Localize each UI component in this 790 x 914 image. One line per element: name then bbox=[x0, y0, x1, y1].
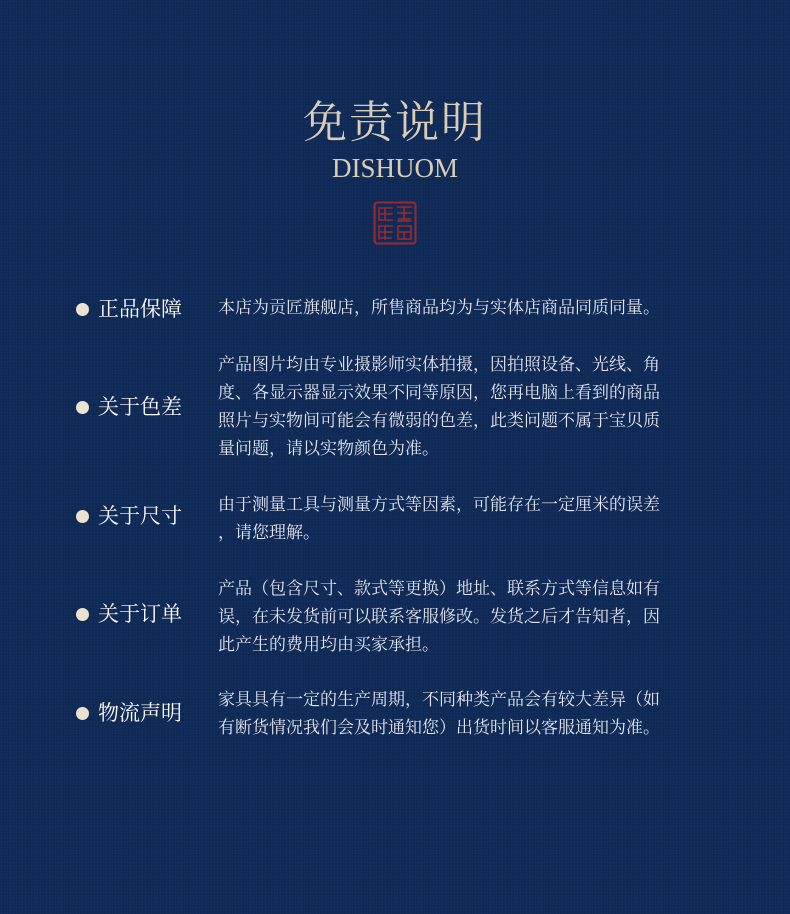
item-label bbox=[76, 294, 206, 324]
bullet-dot-icon bbox=[76, 401, 89, 414]
item-title: 正品保障 bbox=[98, 297, 182, 321]
item-description: 本店为贡匠旗舰店，所售商品均为与实体店商品同质同量。 bbox=[218, 298, 660, 318]
item-label bbox=[76, 501, 206, 531]
item-label bbox=[76, 392, 206, 422]
page-title: 免责说明 bbox=[303, 97, 487, 148]
item-title: 关于色差 bbox=[98, 395, 182, 419]
item-description: 产品图片均由专业摄影师实体拍摄，因拍照设备、光线、角 度、各显示器显示效果不同等原因，您再电脑上看到的商品 照片与实物间可能会有微弱的色差，此类问题不属于宝贝质 量问题，请以实物颜色为准。 bbox=[218, 355, 660, 459]
bullet-dot-icon bbox=[76, 608, 89, 621]
item-description: 家具具有一定的生产周期，不同种类产品会有较大差异（如 有断货情况我们会及时通知您）出货时间以客服通知为准。 bbox=[218, 690, 660, 738]
item-title: 物流声明 bbox=[98, 701, 182, 725]
page-subtitle: DISHUOM bbox=[331, 153, 458, 183]
item-label bbox=[76, 698, 206, 728]
item-description: 由于测量工具与测量方式等因素，可能存在一定厘米的误差 ，请您理解。 bbox=[218, 495, 660, 543]
item-title: 关于订单 bbox=[98, 602, 182, 626]
item-label bbox=[76, 599, 206, 629]
item-title: 关于尺寸 bbox=[98, 504, 182, 528]
bullet-dot-icon bbox=[76, 707, 89, 720]
bullet-dot-icon bbox=[76, 510, 89, 523]
item-description: 产品（包含尺寸、款式等更换）地址、联系方式等信息如有 误，在未发货前可以联系客服修改。发货之后才告知者，因 此产生的费用均由买家承担。 bbox=[218, 579, 660, 655]
bullet-dot-icon bbox=[76, 303, 89, 316]
